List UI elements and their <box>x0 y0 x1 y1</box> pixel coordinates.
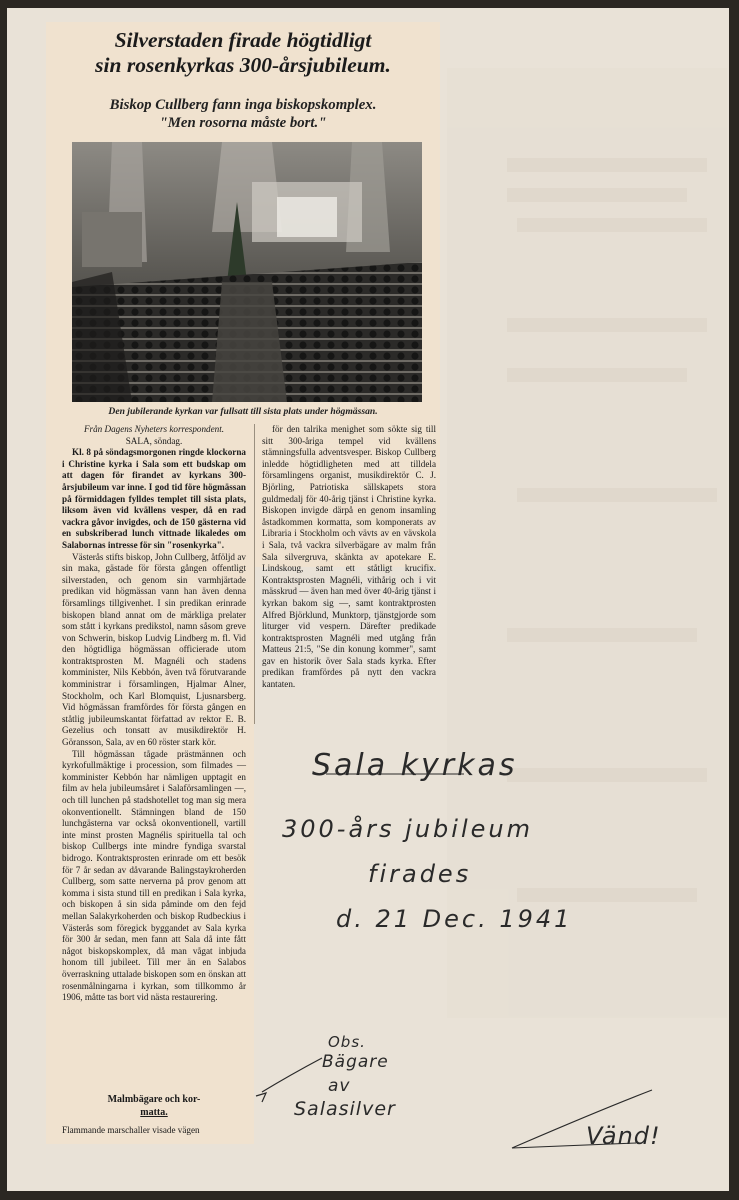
body-paragraph-3: Till högmässan tågade prästmännen och kyrkofullmäktige i procession, som filmades — komminister Kebbón har nämligen upptagit en film av hela jubileumsåret i Salaförsamlingen —, och till lunchen på stadshotellet tog man sig mera okonventionellt. Stämningen bland de 150 lunchgästerna var också okonventionell, vartill inte minst prosten Magnélis spirituella tal och biskop Cullbergs inte mindre fyndiga svarstal bidrogo. Kontraktsprosten erinrade om ett besök för 7 år sedan av dåvarande Balingstaykroherden Cullberg, som satte nerverna på prov genom att komma i sista stund till en predikan i Sala kyrka, och biskopen å sin sida påminde om den fejd mellan Salakyrkoherden och biskop Rudbeckius i Västerås som föregick byggandet av Sala kyrka för 300 år sedan, men fann att Sala då inte fått något biskopskomplex, då man vågat inbjuda honom till jubileet. Till mer än en Salabos överraskning uttalade biskopen som en önskan att rosenmålningarna i kyrkan, som tillkommo år 1906, måtte tas bort vid nästa restaurering. <box>62 748 246 1003</box>
note-jubilee: 300-års jubileum <box>282 815 533 843</box>
subheadline-line-1: Biskop Cullberg fann inga biskopskomplex. <box>109 97 377 113</box>
note-celebrated: firades <box>368 860 472 888</box>
dateline: SALA, söndag. <box>125 435 183 446</box>
body-paragraph-2: Västerås stifts biskop, John Cullberg, åtföljd av sin maka, gästade för första gången offentligt silverstaden, och genom sin varmhjärtade predikan vid högmässan vann han även denna församlings tillgivenhet. I sin predikan erinrade biskopen bland annat om de märkliga prelater som stått i kyrkans predikstol, namn såsom greve von Schwerin, biskop Ludvig Lindberg m. fl. Vid den högtidliga högmässan officierade utom kontraktsprosten M. Magnéli och stadens komminister, Nils Kebbón, även två förutvarande komministrar i församlingen, Hjalmar Alner, Stockholm, och Karl Blomquist, Ljusnarsberg. Vid högmässan framfördes för första gången en ståtlig jubileumskantat författad av rektor E. B. Gezelius och tonsatt av musikdirektör H. Göransson, Sala, av en 60 röster stark kör. <box>62 551 246 748</box>
continuation-line: Flammande marschaller visade vägen <box>62 1125 200 1135</box>
byline: Från Dagens Nyheters korrespondent. <box>83 424 225 434</box>
lead-paragraph: Kl. 8 på söndagsmorgonen ringde klockorna i Christine kyrka i Sala som ett budskap om att dagen för firandet av kyrkans 300-årsjubileum var inne. I god tid före högmässan på förmiddagen fylldes templet till sista plats, liksom även vid kvällens vesper, då en rad vackra gåvor invigdes, och de 150 gästerna vid en subskriberad lunch vittnade likaledes om Salabornas intresse för sin "rosenkyrka". <box>62 447 246 550</box>
turn-over-note: Vänd! <box>586 1122 661 1150</box>
arrow-head <box>256 1093 266 1102</box>
note-title: Sala kyrkas <box>312 748 518 783</box>
headline-line-2: sin rosenkyrkas 300-årsjubileum. <box>95 53 391 77</box>
obs-note-3: av <box>328 1076 351 1096</box>
obs-note-2: Bägare <box>322 1052 389 1072</box>
note-date: d. 21 Dec. 1941 <box>336 905 573 933</box>
photo-caption: Den jubilerande kyrkan var fullsatt till sista plats under högmässan. <box>108 406 378 417</box>
subhead-line-2: matta. <box>140 1107 168 1118</box>
body-paragraph-column-2: för den talrika menighet som sökte sig till sitt 300-åriga tempel vid kvällens stämningsfulla adventsvesper. Biskop Cullberg inledde högtidligheten med att tilldela församlingens organist, musikdirektör C. J. Björling, Patriotiska sällskapets stora guldmedalj för 40-årig tjänst i Christine kyrka. Biskopen invigde därpå en genom insamling åstadkommen kormatta, som komponerats av Libraria i Stockholm och vävts av en vävskola i Sala, två vackra silverbägare av malm från Sala silvergruva, skänkta av apotekare E. Lindskoug, samt ett ståtligt krucifix. Kontraktsprosten Magnéli, vithårig och i vit mässkrud — även han med över 40-årig tjänst i kyrkan bakom sig —, samt kontraktprosten Alfred Björklund, Munktorp, tjänstgjorde som liturger vid vespern. Därefter predikade kontraktsprosten Magnéli med utgång från Matteus 21:5, "Se din konung kommer", samt gav en historik över Sala stads kyrka. Efter predikan framfördes på nytt den vackra kantaten. <box>262 424 436 690</box>
subheadline-line-2: "Men rosorna måste bort." <box>159 115 327 131</box>
pointer-line <box>262 1058 322 1092</box>
headline-line-1: Silverstaden firade högtidligt <box>114 28 372 52</box>
subhead-line-1: Malmbägare och kor- <box>107 1094 201 1105</box>
obs-note-4: Salasilver <box>294 1098 396 1120</box>
obs-note-1: Obs. <box>328 1033 366 1051</box>
